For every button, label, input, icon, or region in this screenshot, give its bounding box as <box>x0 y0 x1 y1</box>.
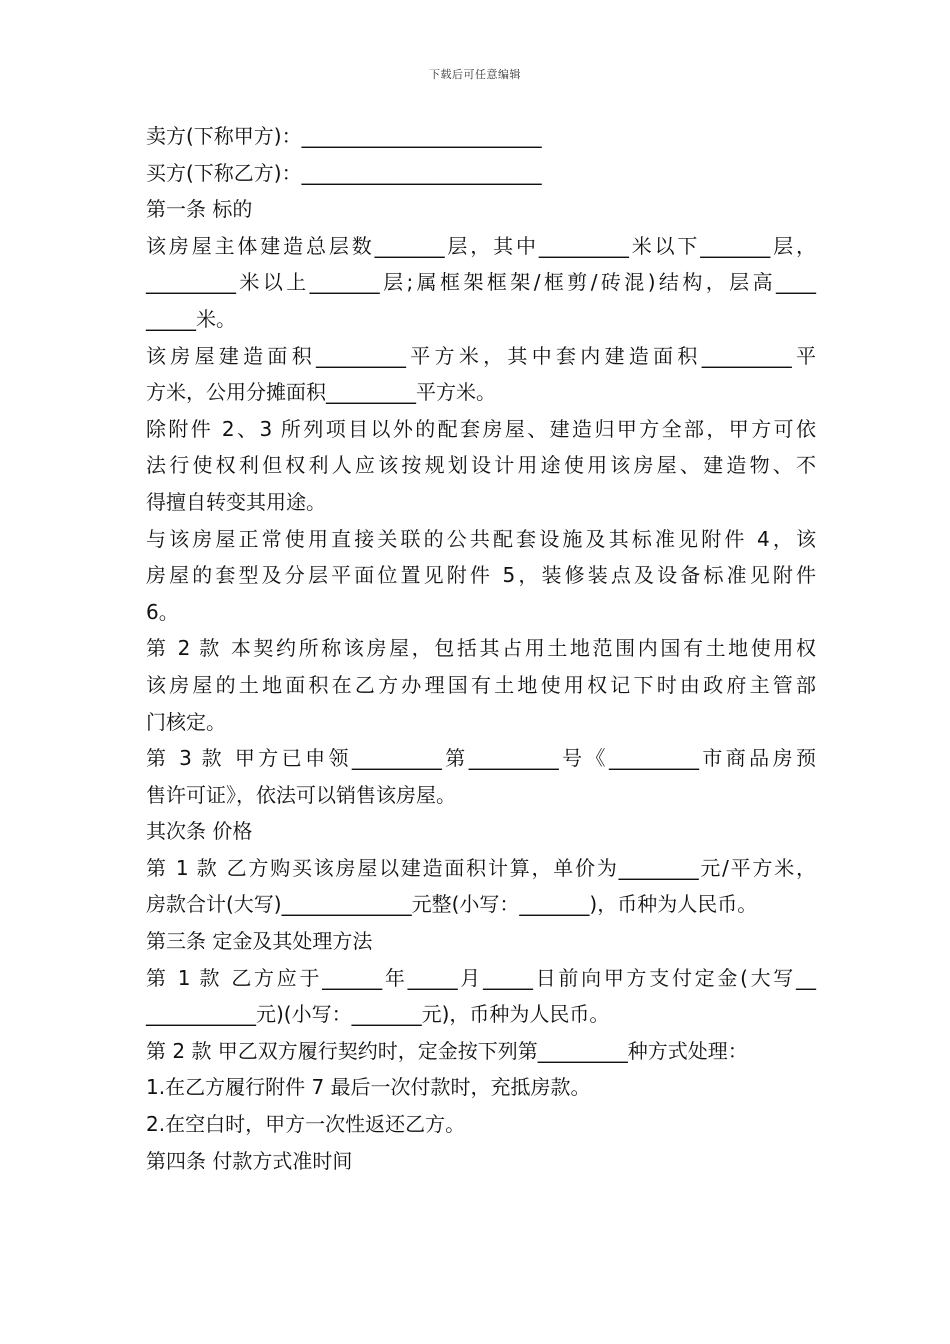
section-heading: 第三条 定金及其处理方法 <box>146 929 373 954</box>
list-item: 1.在乙方履行附件 7 最后一次付款时，充抵房款。 <box>146 1075 591 1100</box>
text-line: 该房屋建造面积_________平方米，其中套内建造面积_________平 <box>146 343 816 368</box>
text-line: 6。 <box>146 599 179 624</box>
list-item: 2.在空白时，甲方一次性返还乙方。 <box>146 1112 466 1137</box>
text-line: 房款合计(大写)_____________元整(小写：_______)，币种为人民币。 <box>146 892 758 917</box>
text-line: _____米。 <box>146 306 236 331</box>
text-line: 第 2 款 本契约所称该房屋，包括其占用土地范围内国有土地使用权 <box>146 636 816 661</box>
text-line: 门核定。 <box>146 709 226 734</box>
text-line: 卖方(下称甲方)：________________________ <box>146 124 542 148</box>
text-line: 售许可证》，依法可以销售该房屋。 <box>146 782 456 807</box>
text-line: 第 3 款 甲方已申领_________第_________号《_________市商品房预 <box>146 746 816 771</box>
text-line: 房屋的套型及分层平面位置见附件 5，装修装点及设备标准见附件 <box>146 563 816 588</box>
text-line: 该房屋主体建造总层数_______层，其中_________米以下_______层， <box>146 233 816 258</box>
page-header-note: 下载后可任意编辑 <box>429 68 521 81</box>
text-line: 该房屋的土地面积在乙方办理国有土地使用权记下时由政府主管部 <box>146 672 816 697</box>
text-line: 买方(下称乙方)：________________________ <box>146 160 542 185</box>
text-line: ___________元)(小写：_______元)，币种为人民币。 <box>146 1002 610 1027</box>
section-heading: 其次条 价格 <box>146 819 253 844</box>
text-line: 第 1 款 乙方应于______年_____月_____日前向甲方支付定金(大写__ <box>146 965 816 990</box>
text-line: 第 1 款 乙方购买该房屋以建造面积计算，单价为________元/平方米， <box>146 855 816 880</box>
text-line: 除附件 2、3 所列项目以外的配套房屋、建造归甲方全部，甲方可依 <box>146 416 816 441</box>
text-line: 第 2 款 甲乙双方履行契约时，定金按下列第_________种方式处理： <box>146 1038 748 1063</box>
text-line: 得擅自转变其用途。 <box>146 489 326 514</box>
document-body <box>146 118 816 1179</box>
text-line: 与该房屋正常使用直接关联的公共配套设施及其标准见附件 4，该 <box>146 526 816 551</box>
section-heading: 第一条 标的 <box>146 197 253 222</box>
text-line: 法行使权利但权利人应该按规划设计用途使用该房屋、建造物、不 <box>146 453 816 478</box>
section-heading: 第四条 付款方式准时间 <box>146 1148 353 1173</box>
text-line: 方米，公用分摊面积_________平方米。 <box>146 380 496 405</box>
text-line: _________米以上_______层;属框架框架/框剪/砖混)结构，层高____ <box>146 270 816 295</box>
